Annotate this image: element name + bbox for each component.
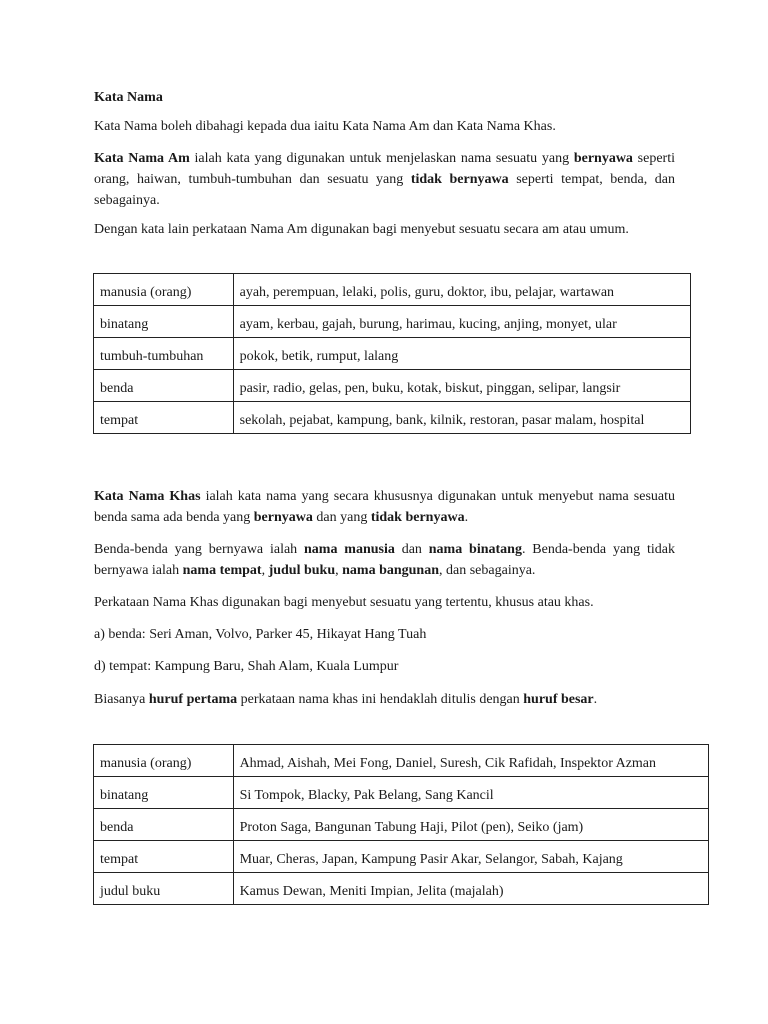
kata-nama-am-table	[93, 273, 691, 434]
def-text-2: dan yang	[312, 510, 371, 525]
category-cell: tumbuh-tumbuhan	[94, 338, 234, 370]
category-cell: judul buku	[94, 873, 234, 905]
examples-cell: pokok, betik, rumput, lalang	[233, 338, 690, 370]
example-tempat: d) tempat: Kampung Baru, Shah Alam, Kuala Lumpur	[94, 659, 399, 674]
table-row	[94, 873, 709, 905]
para-bold-1: nama manusia	[304, 542, 395, 557]
def-text-3: seperti tempat, benda, dan sebagainya.	[94, 172, 675, 208]
category-cell: manusia (orang)	[94, 274, 234, 306]
table-row	[94, 402, 691, 434]
example-benda: a) benda: Seri Aman, Volvo, Parker 45, Hikayat Hang Tuah	[94, 627, 427, 642]
nama-am-note: Dengan kata lain perkataan Nama Am digunakan bagi menyebut sesuatu secara am atau umum.	[94, 222, 629, 237]
rule-text-2: perkataan nama khas ini hendaklah ditulis dengan	[237, 692, 524, 707]
examples-cell: ayah, perempuan, lelaki, polis, guru, doktor, ibu, pelajar, wartawan	[233, 274, 690, 306]
examples-cell: Ahmad, Aishah, Mei Fong, Daniel, Suresh, Cik Rafidah, Inspektor Azman	[233, 745, 708, 777]
kata-nama-am-definition	[94, 148, 675, 211]
examples-cell: Si Tompok, Blacky, Pak Belang, Sang Kancil	[233, 777, 708, 809]
table-row	[94, 841, 709, 873]
table-row	[94, 745, 709, 777]
category-cell: tempat	[94, 402, 234, 434]
def-text-1: ialah kata nama yang secara khususnya digunakan untuk menyebut nama sesuatu benda sama ada benda yang	[94, 489, 676, 525]
def-bold-1: bernyawa	[253, 510, 313, 525]
para-text-1: Benda-benda yang bernyawa ialah	[94, 542, 305, 557]
kata-nama-khas-table	[93, 744, 709, 905]
category-cell: binatang	[94, 306, 234, 338]
category-cell: manusia (orang)	[94, 745, 234, 777]
rule-text-1: Biasanya	[94, 692, 149, 707]
rule-text-3: .	[593, 692, 598, 707]
examples-cell: pasir, radio, gelas, pen, buku, kotak, biskut, pinggan, selipar, langsir	[233, 370, 690, 402]
para-text-2: dan	[394, 542, 429, 557]
category-cell: benda	[94, 809, 234, 841]
def-text-3: .	[464, 510, 469, 525]
examples-cell: ayam, kerbau, gajah, burung, harimau, kucing, anjing, monyet, ular	[233, 306, 690, 338]
category-cell: tempat	[94, 841, 234, 873]
para-text-4: ,	[261, 563, 269, 578]
term-kata-nama-khas: Kata Nama Khas	[94, 489, 201, 504]
examples-cell: Kamus Dewan, Meniti Impian, Jelita (majalah)	[233, 873, 708, 905]
para-bold-5: nama bangunan	[342, 563, 440, 578]
nama-khas-usage: Perkataan Nama Khas digunakan bagi menyebut sesuatu yang tertentu, khusus atau khas.	[94, 595, 594, 610]
kata-nama-khas-definition	[94, 486, 675, 528]
table-row	[94, 370, 691, 402]
para-text-6: , dan sebagainya.	[439, 563, 536, 578]
intro-paragraph: Kata Nama boleh dibahagi kepada dua iaitu Kata Nama Am dan Kata Nama Khas.	[94, 119, 556, 134]
table-row	[94, 777, 709, 809]
def-text-1: ialah kata yang digunakan untuk menjelaskan nama sesuatu yang	[189, 151, 574, 166]
def-bold-1: bernyawa	[573, 151, 633, 166]
rule-bold-2: huruf besar	[523, 692, 594, 707]
section-title: Kata Nama	[94, 90, 163, 105]
capital-letter-rule	[94, 689, 675, 710]
para-bold-2: nama binatang	[428, 542, 522, 557]
para-bold-3: nama tempat	[182, 563, 262, 578]
category-cell: benda	[94, 370, 234, 402]
examples-cell: Proton Saga, Bangunan Tabung Haji, Pilot (pen), Seiko (jam)	[233, 809, 708, 841]
table-row	[94, 338, 691, 370]
def-text-2: seperti orang, haiwan, tumbuh-tumbuhan dan sesuatu yang	[94, 151, 675, 187]
category-cell: binatang	[94, 777, 234, 809]
rule-bold-1: huruf pertama	[148, 692, 238, 707]
para-bold-4: judul buku	[268, 563, 336, 578]
para-text-3: . Benda-benda yang tidak bernyawa ialah	[94, 542, 676, 578]
examples-cell: Muar, Cheras, Japan, Kampung Pasir Akar, Selangor, Sabah, Kajang	[233, 841, 708, 873]
examples-cell: sekolah, pejabat, kampung, bank, kilnik, restoran, pasar malam, hospital	[233, 402, 690, 434]
def-bold-2: tidak bernyawa	[410, 172, 509, 187]
table-row	[94, 274, 691, 306]
bernyawa-examples-paragraph	[94, 539, 675, 581]
para-text-5: ,	[335, 563, 343, 578]
table-row	[94, 306, 691, 338]
table-row	[94, 809, 709, 841]
def-bold-2: tidak bernyawa	[370, 510, 465, 525]
term-kata-nama-am: Kata Nama Am	[94, 151, 190, 166]
